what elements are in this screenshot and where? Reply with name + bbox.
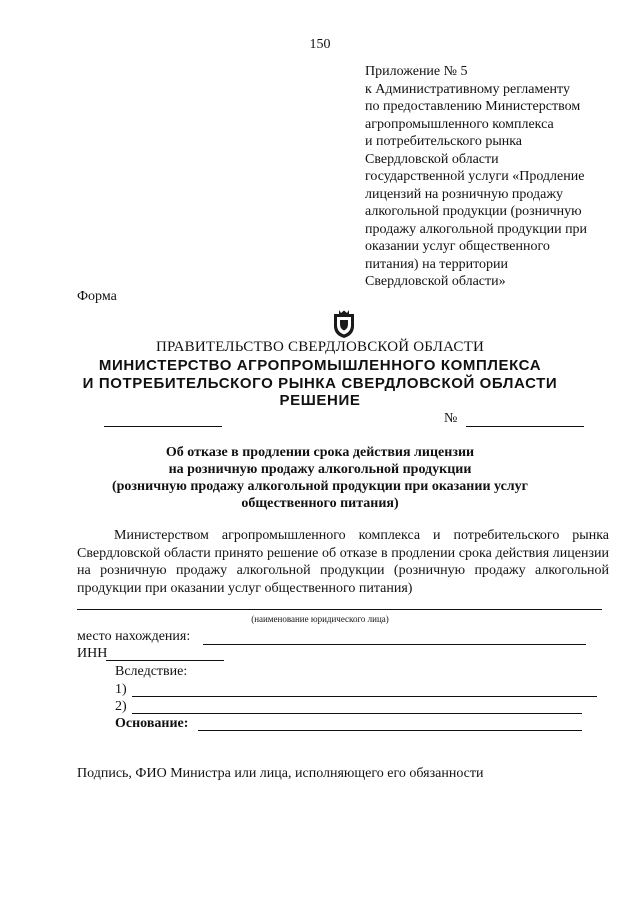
- subject-line1: Об отказе в продлении срока действия лицензии: [165, 445, 475, 460]
- appendix-block: [365, 63, 625, 291]
- form-label: Форма: [77, 289, 117, 304]
- appendix-line: питания) на территории: [365, 256, 509, 272]
- date-blank-line: [104, 426, 222, 427]
- page-number: 150: [309, 37, 331, 52]
- appendix-line: государственной услуги «Продление: [365, 169, 585, 184]
- because-label: Вследствие:: [115, 664, 188, 679]
- number-sign: №: [444, 411, 458, 426]
- reason-item1-label: 1): [115, 682, 127, 697]
- location-label: место нахождения:: [77, 629, 191, 644]
- appendix-line: Приложение № 5: [365, 64, 468, 79]
- reason-item2-blank-line: [132, 713, 582, 714]
- appendix-line: по предоставлению Министерством: [365, 99, 581, 114]
- ministry-title-line1: МИНИСТЕРСТВО АГРОПРОМЫШЛЕННОГО КОМПЛЕКСА: [98, 357, 542, 374]
- inn-label: ИНН: [77, 646, 108, 661]
- signature-line: Подпись, ФИО Министра или лица, исполняющего его обязанности: [77, 766, 484, 781]
- subject-line4: общественного питания): [241, 496, 399, 511]
- entity-name-caption: (наименование юридического лица): [251, 614, 389, 624]
- appendix-line: Свердловской области: [365, 151, 499, 167]
- reason-item1-blank-line: [132, 696, 597, 697]
- appendix-line: к Административному регламенту: [365, 81, 570, 97]
- subject-line3: (розничную продажу алкогольной продукции при оказании услуг: [111, 479, 528, 494]
- appendix-line: и потребительского рынка: [365, 134, 523, 149]
- appendix-line: продажу алкогольной продукции при: [365, 221, 588, 237]
- appendix-line: агропромышленного комплекса: [365, 116, 554, 132]
- sverdlovsk-coat-of-arms-icon: [331, 309, 357, 339]
- entity-name-blank-line: [77, 609, 602, 610]
- appendix-line: оказании услуг общественного: [365, 239, 550, 254]
- location-blank-line: [203, 644, 586, 645]
- appendix-line: алкогольной продукции (розничную: [365, 204, 582, 219]
- decision-paragraph: Министерством агропромышленного комплекса и потребительского рынка Свердловской области принято решение об отказе в продлении срока действия лицензии на розничную продажу алкогольной продукции (розничную продажу алкогольной продукции при оказании услуг общественного питания): [77, 528, 609, 596]
- decision-heading: РЕШЕНИЕ: [279, 392, 361, 409]
- government-title: ПРАВИТЕЛЬСТВО СВЕРДЛОВСКОЙ ОБЛАСТИ: [155, 339, 485, 355]
- inn-blank-line: [106, 660, 224, 661]
- appendix-line: Свердловской области»: [365, 274, 506, 289]
- reason-item2-label: 2): [115, 699, 127, 714]
- subject-line2: на розничную продажу алкогольной продукции: [168, 462, 472, 477]
- ministry-title-line2: И ПОТРЕБИТЕЛЬСКОГО РЫНКА СВЕРДЛОВСКОЙ ОБЛАСТИ: [82, 375, 558, 392]
- basis-blank-line: [198, 730, 582, 731]
- basis-label: Основание:: [115, 716, 189, 731]
- number-blank-line: [466, 426, 584, 427]
- appendix-line: лицензий на розничную продажу: [365, 186, 564, 202]
